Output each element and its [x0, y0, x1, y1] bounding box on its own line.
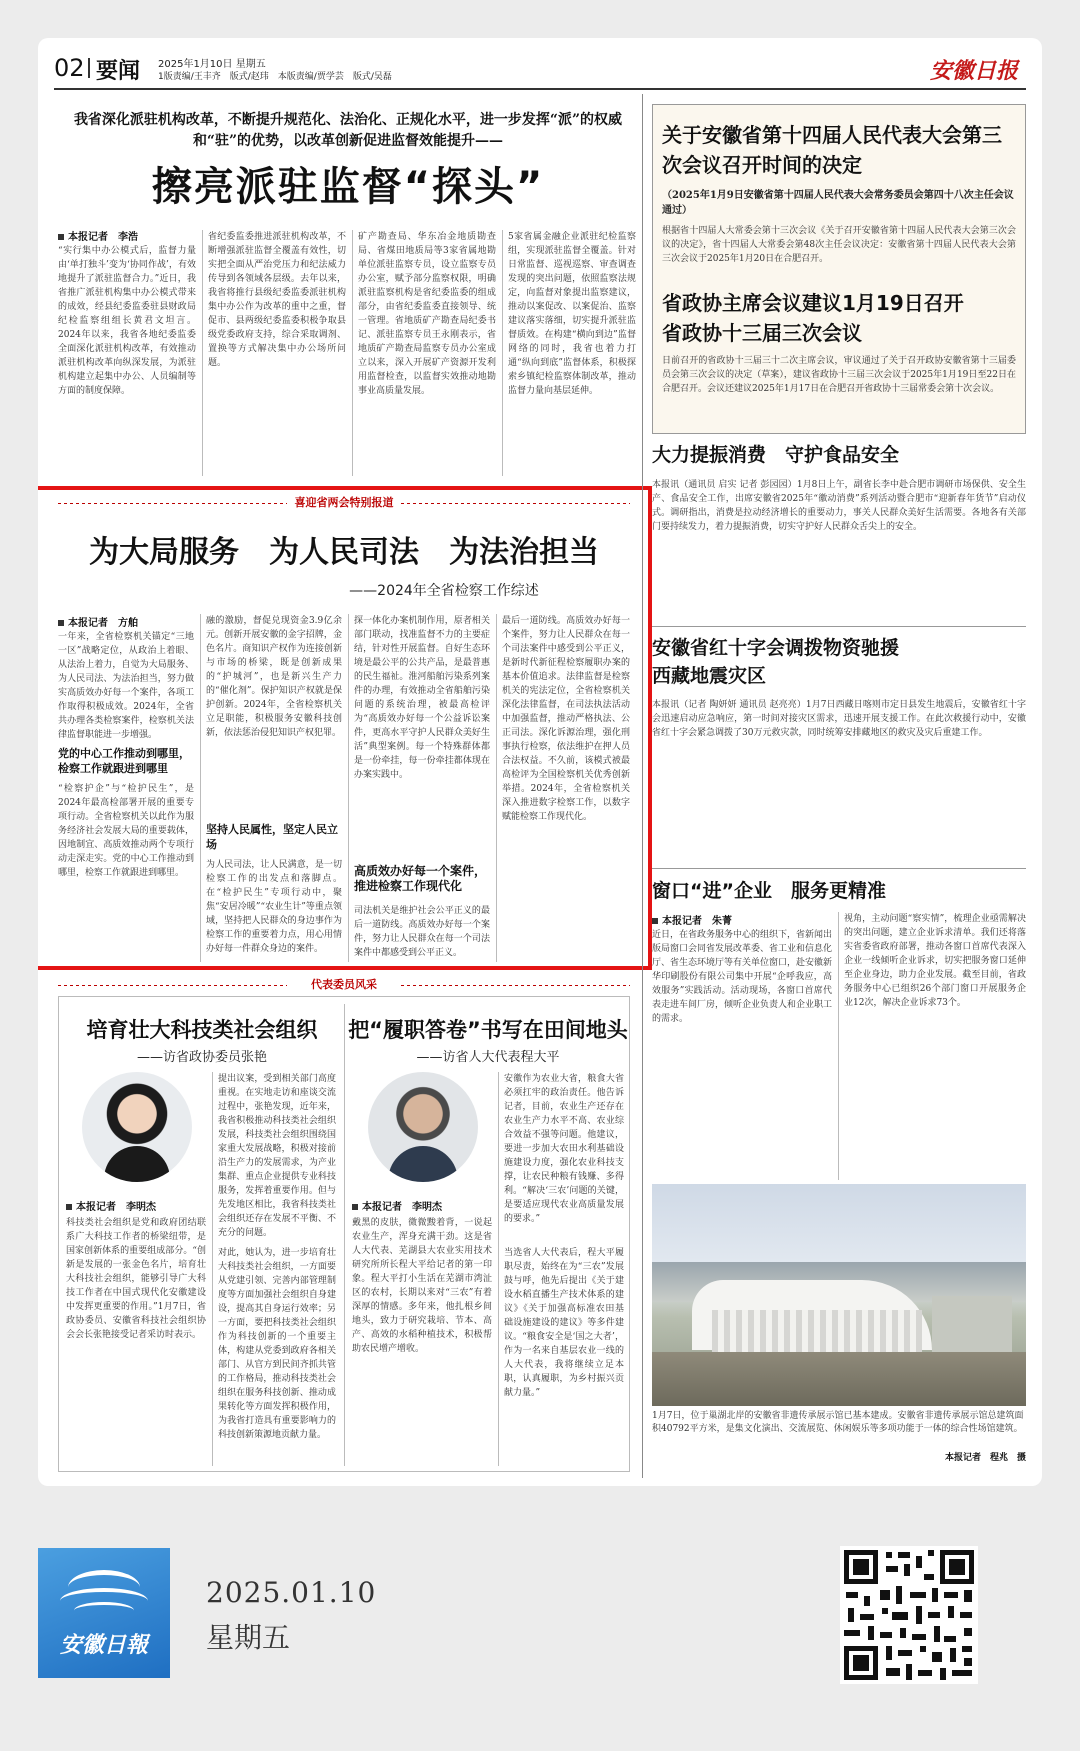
feature-column-3a: 探一体化办案机制作用，原者相关部门联动，找准监督不力的主要症结，针对性开展监督。自好生态环境是最公平的公共产品，是最普惠的民生福祉。淮河船舶污染系列案件的办理，有效推动全省船舶污染问题的系统治理，被最高检评为“高质效办好每一个公益诉讼案件，更高水平守护人民群众美好生活”典型案例。每一个特殊群体都是一份牵挂，每一份牵挂都体现在办案实践中。 — [354, 616, 490, 780]
representatives-banner: 代表委员风采 — [58, 978, 630, 992]
profile-2-subtitle: ——访省人大代表程大平 — [416, 1050, 560, 1065]
editors-line: 1版责编/王丰齐 版式/赵玮 本版责编/贾学芸 版式/吴磊 — [158, 72, 392, 82]
feature-column-1a: 一年来，全省检察机关锚定“三地一区”战略定位，从政治上着眼、从法治上着力，自觉为大局服务、为人民司法、为法治担当，努力做实高质效办好每一个案件，各项工作取得积极成效。2024年，全省共办理各类检察案件，检察机关法律监督职能进一步增强。 — [58, 632, 194, 740]
feature-column-2b: 为人民司法，让人民满意，是一切检察工作的出发点和落脚点。在“检护民生”专项行动中，聚焦“安居冷暖”“农业生计”等重点领域，坚持把人民群众的身边事作为检察工作的重要着力点，用心用情办好每一件群众身边的案件。 — [206, 860, 342, 954]
article-consumption-headline: 大力提振消费 守护食品安全 — [652, 444, 900, 466]
lead-column-1: “实行集中办公模式后，监督力量由‘单打独斗’变为‘协同作战’，有效地提升了派驻监督合力。”近日，我省推广派驻机构集中办公模式带来的成效，经县纪委监委驻县财政局纪检监察组组长黄君文坦言。2024年以来，我省各地纪委监委全面深化派驻机构改革，有效推动派驻机构改革向纵深发展，为派驻机构建立起集中办公、人员编制等方面的制度保障。 — [58, 246, 196, 396]
feature-reporter: 本报记者 方舶 — [58, 614, 138, 629]
lead-kicker: 我省深化派驻机构改革，不断提升规范化、法治化、正规化水平，进一步发挥“派”的权威和“驻”的优势，以改革创新促进监督效能提升—— — [73, 112, 623, 149]
article-window-text-1: 近日，在省政务服务中心的组织下，省新闻出版局窗口会同省发展改革委、省工业和信息化厅、省生态环境厅等有关单位窗口，赴安徽新华印刷股份有限公司集中开展“企呼我应，高效服务”实践活动。活动现场，各窗口首席代表走进车间厂房，倾听企业负责人和企业职工的需求。 — [652, 930, 832, 1024]
profile-2-column-a: 戴黑的皮肤，微微黢着背，一说起农业生产，浑身充满干劲。这是省人大代表、芜湖县大农业实用技术研究所所长程大平给记者的第一印象。程大平打小生活在芜湖市湾沚区的农村，长期以来对“三农”有着深厚的情感。多年来，他扎根乡间地头，致力于研究栽培、节本、高产、高效的水稻种植技术，积极帮助农民增产增收。 — [352, 1218, 492, 1354]
feature-column-1b: “检察护企”与“检护民生”，是2024年最高检部署开展的重要专项行动。全省检察机关以此作为服务经济社会发展大局的重要载体，因地制宜、高质效推动两个专项行动走深走实。党的中心工作推动到哪里，检察工作就跟进到哪里。 — [58, 784, 194, 878]
profile-1-column-a: 科技类社会组织是党和政府团结联系广大科技工作者的桥梁纽带，是国家创新体系的重要组成部分。“创新是发展的一张金色名片，培育壮大科技社会组织，能够引导广大科技工作者在中国式现代化安徽建设中发挥更重要的作用。”1月7日，省政协委员、安徽省科技社会组织协会会长张艳接受记者采访时表示。 — [66, 1218, 206, 1340]
footer-logo — [38, 1548, 170, 1678]
article-consumption-text: 本报讯（通讯员 启实 记者 彭园园）1月8日上午，副省长李中赴合肥市调研市场保供、安全生产、食品安全工作，出席安徽省2025年“徽动消费”系列活动暨合肥市“迎新春年货节”启动仪式。调研指出，消费是拉动经济增长的重要动力，事关人民群众美好生活需要。各地各有关部门要持续发力，着力提振消费，切实守护好人民群众舌尖上的安全。 — [652, 480, 1026, 532]
feature-banner: 喜迎省两会特别报道 — [58, 496, 630, 510]
article-redcross-headline: 安徽省红十字会调拨物资驰援西藏地震灾区 — [652, 637, 900, 687]
notice-1-text: 根据省十四届人大常委会第十三次会议《关于召开安徽省第十四届人民代表大会第三次会议的决定》，省十四届人大常委会第48次主任会议决定：安徽省第十四届人民代表大会第三次会议于2025年1月20日在合肥召开。 — [662, 226, 1016, 264]
feature-column-2a: 融的激励，督促兑现资金3.9亿余元。创新开展安徽的金字招牌，金色名片。商知识产权作为连接创新与市场的桥梁，既是创新成果的“护城河”，也是新兴生产力的“催化剂”。保护知识产权就是保护创新。2024年，全省检察机关立足职能，积极服务安徽科技创新，依法惩治侵犯知识产权犯罪。 — [206, 616, 342, 738]
profile-1-column-c: 对此，她认为，进一步培育壮大科技类社会组织，一方面要从党建引领、完善内部管理制度等方面加强社会组织自身建设，提高其自身运行效率；另一方面，要把科技类社会组织作为科技创新的一个重要主体，构建从党委到政府各相关部门、从官方到民间齐抓共管的工作格局，推动科技类社会组织在服务科技创新、推动成果转化等方面发挥积极作用，为我省打造具有重要影响力的科技创新策源地贡献力量。 — [218, 1248, 336, 1440]
feature-headline: 为大局服务 为人民司法 为法治担当 — [89, 535, 599, 570]
qr-code-image — [840, 1546, 978, 1684]
qr-code[interactable] — [840, 1546, 978, 1684]
photo-caption: 1月7日，位于巢湖北岸的安徽省非遗传承展示馆已基本建成。安徽省非遗传承展示馆总建筑面积40792平方米，是集文化演出、交流展览、休闲娱乐等多项功能于一体的综合性场馆建筑。 — [652, 1411, 1024, 1434]
museum-photo — [652, 1184, 1026, 1406]
footer-weekday: 星期五 — [206, 1621, 291, 1654]
profile-1-reporter: 本报记者 李明杰 — [66, 1198, 156, 1213]
photo-credit: 本报记者 程兆 摄 — [944, 1453, 1026, 1463]
notice-1-headline: 关于安徽省第十四届人民代表大会第三次会议召开时间的决定 — [662, 123, 1002, 177]
profile-2-headline: 把“履职答卷”书写在田间地头 — [348, 1018, 628, 1042]
section-name: 要闻 — [96, 59, 141, 84]
footer-date: 2025.01.10 — [206, 1576, 377, 1609]
lead-column-3: 矿产勘查局、华东冶金地质勘查局、省煤田地质局等3家省属地勘单位派驻监察专员，设立监察专员办公室，赋予部分监察权限，明确派驻监察机构是省纪委监委的组成部分，由省纪委监委直接领导、统一管理。省地质矿产勘查局纪委书记、派驻监察专员王永刚表示，省地质矿产勘查局监察专员办公室成立以来，深入开展矿产资源开发利用监督检查，以监督实效推动地勘事业高质量发展。 — [358, 232, 496, 396]
article-window-text-2: 视角，主动问题“察实情”，梳理企业亟需解决的突出问题，建立企业诉求清单。我们还将落实省委省政府部署，推动各窗口首席代表深入企业一线倾听企业诉求，切实把服务窗口延伸至企业身边，助力企业发展。截至目前，省政务服务中心已组织26个部门窗口开展服务企业12次，解决企业诉求73个。 — [844, 914, 1026, 1008]
footer-logo-text: 安徽日報 — [59, 1632, 148, 1658]
page-header — [54, 54, 1026, 84]
newspaper-page — [38, 38, 1042, 1486]
article-window-reporter: 本报记者 朱菁 — [652, 912, 732, 927]
profile-2-reporter: 本报记者 李明杰 — [352, 1198, 442, 1213]
profile-1-subtitle: ——访省政协委员张艳 — [136, 1050, 267, 1065]
lead-reporter: 本报记者 李浩 — [58, 228, 138, 243]
feature-subhead-2: 坚持人民属性，坚定人民立场 — [206, 823, 338, 851]
notice-2-headline: 省政协主席会议建议1月19日召开省政协十三届三次会议 — [662, 291, 964, 345]
lead-column-4: 5家省属金融企业派驻纪检监察组，实现派驻监督全覆盖。针对日常监督、巡视巡察、审查调查发现的突出问题，依照监察法规定，向监督对象提出监察建议，推动以案促改、以案促治、监察建议落实落细，切实提升派驻监督质效。在构建“横向到边”监督网络的同时，我省也着力打通“纵向到底”监督体系，积极探索乡镇纪检监察体制改革，推动监督力量向基层延伸。 — [508, 232, 636, 396]
article-window-headline: 窗口“进”企业 服务更精准 — [652, 880, 886, 902]
page-number: 02 — [54, 54, 85, 82]
feature-column-4: 最后一道防线。高质效办好每一个案件，努力让人民群众在每一个司法案件中感受到公平正义，是新时代新征程检察履职办案的基本价值追求。法律监督是检察机关的宪法定位，全省检察机关深化法律监督，在司法执法活动中加强监督，推动严格执法、公正司法。深化诉源治理，强化刑事执行检察，依法维护在押人员合法权益。不久前，该模式被最高检评为全国检察机关优秀创新举措。2024年，全省检察机关深入推进数字检察工作，以数字赋能检察工作现代化。 — [502, 616, 630, 822]
profile-1-column-b: 提出议案，受到相关部门高度重视。在实地走访和座谈交流过程中，张艳发现，近年来，我省积极推动科技类社会组织发展，科技类社会组织围绕国家重大发展战略，积极对接前沿生产力的发展需求，为产业集群、重点企业提供专业科技服务，发挥着重要作用。但与先发地区相比，我省科技类社会组织还存在发展不平衡、不充分的问题。 — [218, 1074, 336, 1238]
notice-1-note: （2025年1月9日安徽省第十四届人民代表大会常务委员会第四十八次主任会议通过） — [662, 190, 1014, 216]
lead-headline: 擦亮派驻监督“探头” — [151, 164, 545, 210]
date-line: 2025年1月10日 星期五 — [158, 59, 266, 70]
feature-subtitle: ——2024年全省检察工作综述 — [349, 583, 539, 599]
masthead-logo: 安徽日报 — [929, 58, 1018, 84]
profile-1-headline: 培育壮大科技类社会组织 — [86, 1018, 318, 1042]
profile-1-portrait — [82, 1072, 192, 1182]
lead-column-2: 省纪委监委推进派驻机构改革，不断增强派驻监督全覆盖有效性，切实把全面从严治党压力和纪法威力传导到各领域各层级。去年以来，我省将推行县级纪委监委派驻机构集中办公作为改革的重中之重，督促市、县两级纪委监委积极争取县级党委政府支持，综合采取调剂、置换等方式解决集中办公场所问题。 — [208, 232, 346, 368]
profile-2-column-b: 安徽作为农业大省，粮食大省必须扛牢的政治责任。他告诉记者，目前，农业生产还存在农业生产力水平不高、农业综合效益不强等问题。他建议，要进一步加大农田水利基础设施建设力度，强化农业科技支撑，让农民种粮有钱赚、多得利。“解决‘三农’问题的关键，是要适应现代农业高质量发展的要求。” — [504, 1074, 624, 1224]
feature-subhead-1: 党的中心工作推动到哪里，检察工作就跟进到哪里 — [58, 747, 190, 775]
feature-column-3b: 司法机关是维护社会公平正义的最后一道防线。高质效办好每一个案件，努力让人民群众在每一个司法案件中都感受到公平正义。 — [354, 906, 490, 958]
notice-2-text: 日前召开的省政协十三届三十二次主席会议，审议通过了关于召开政协安徽省第十三届委员会第三次会议的决定（草案），建议省政协十三届三次会议于2025年1月19日至22日在合肥召开。会议还建议2025年1月17日在合肥召开省政协十三届常委会第十次会议。 — [662, 356, 1016, 394]
article-redcross-text: 本报讯（记者 陶妍妍 通讯员 赵亮亮）1月7日西藏日喀则市定日县发生地震后，安徽省红十字会迅速启动应急响应，第一时间对接灾区需求，迅速开展支援工作。在此次救援行动中，安徽省红十字会紧急调拨了30万元救灾款，同时统筹安排藏地区的救灾及灾后重建工作。 — [652, 700, 1026, 738]
feature-subhead-3: 高质效办好每一个案件，推进检察工作现代化 — [354, 864, 487, 893]
profile-2-portrait — [368, 1072, 478, 1182]
profile-2-column-c: 当选省人大代表后，程大平履职尽责，始终在为“三农”发展鼓与呼，他先后提出《关于建设水稻直播生产技术体系的建议》《关于加强高标准农田基础设施建设的建议》等多件建议。“粮食安全是‘国之大者’，作为一名来自基层农业一线的人大代表，我将继续立足本职，认真履职，为乡村振兴贡献力量。” — [504, 1248, 624, 1398]
